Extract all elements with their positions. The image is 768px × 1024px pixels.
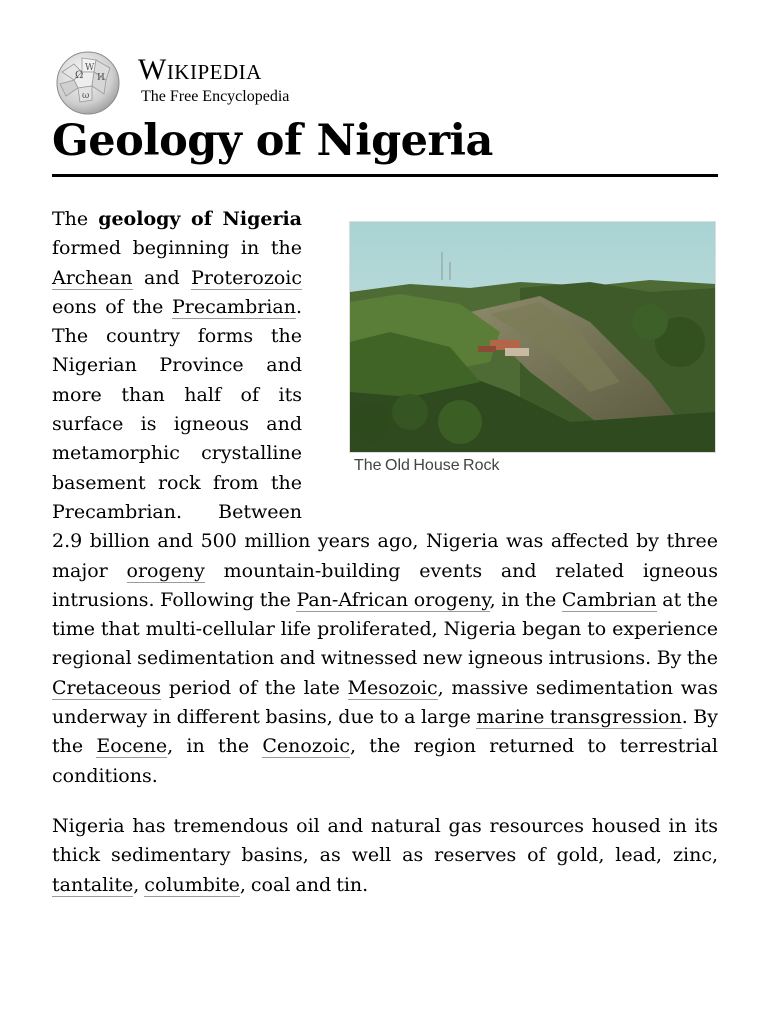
link-cenozoic[interactable]: Cenozoic — [262, 735, 350, 758]
link-cambrian[interactable]: Cambrian — [561, 588, 657, 611]
text-segment: , massive sedimentation was underway in different basins, due to a large — [52, 676, 718, 729]
text-segment: , in the — [489, 588, 562, 611]
svg-text:Ω: Ω — [75, 70, 84, 81]
text-segment: . The country forms the Nigerian Province and more than half of its surface is igneous and metamorphic crystalline basement rock from the Precambrian. Between 2.9 billion and 500 million years ago, Nigeria was affected by three major — [52, 295, 718, 582]
text-segment: formed beginning in the — [52, 237, 302, 260]
link-marine-transgression[interactable]: marine transgression — [476, 706, 682, 729]
text-segment: Nigeria has tremendous oil and natural gas resources housed in its thick sedimentary basins, as well as reserves of gold, lead, zinc, — [52, 814, 718, 867]
text-segment: , coal and tin. — [239, 873, 369, 896]
page-title: Geology of Nigeria — [52, 116, 493, 166]
wikipedia-logo[interactable] — [52, 50, 352, 116]
link-precambrian[interactable]: Precambrian — [171, 295, 296, 318]
article-paragraph-2 — [52, 812, 718, 900]
svg-text:И: И — [97, 73, 105, 83]
text-segment: and — [132, 266, 192, 289]
old-house-rock-photo[interactable] — [349, 221, 716, 453]
wikipedia-tagline: The Free Encyclopedia — [141, 88, 290, 105]
wikipedia-globe-icon — [52, 50, 124, 116]
link-columbite[interactable]: columbite — [144, 873, 240, 896]
link-pan-african-orogeny[interactable]: Pan-African orogeny — [296, 588, 490, 611]
text-segment: eons of the — [52, 295, 172, 318]
wikipedia-wordmark: Wikipedia — [138, 53, 262, 86]
link-cretaceous[interactable]: Cretaceous — [52, 676, 162, 699]
link-mesozoic[interactable]: Mesozoic — [347, 676, 438, 699]
text-segment: , the region returned to terrestrial conditions. — [52, 735, 718, 787]
title-divider — [52, 174, 718, 177]
link-proterozoic[interactable]: Proterozoic — [191, 266, 302, 289]
text-segment: at the time that multi-cellular life proliferated, Nigeria began to experience regional sedimentation and witnessed new igneous intrusions. By the — [52, 588, 718, 670]
text-segment: mountain-building events and related igneous intrusions. Following the — [52, 559, 719, 611]
link-tantalite[interactable]: tantalite — [52, 873, 134, 896]
article-figure — [312, 205, 718, 517]
svg-text:ω: ω — [82, 91, 90, 101]
article-body — [52, 205, 718, 921]
link-eocene[interactable]: Eocene — [96, 735, 168, 758]
text-segment: , in the — [167, 735, 263, 758]
text-segment: The — [52, 208, 99, 230]
text-segment: . By the — [52, 706, 718, 758]
text-segment: period of the late — [161, 676, 348, 699]
link-orogeny[interactable]: orogeny — [126, 559, 205, 582]
article-subject-bold: geology of Nigeria — [98, 208, 302, 230]
svg-text:W: W — [85, 63, 95, 73]
landscape-illustration — [350, 222, 715, 452]
link-archean[interactable]: Archean — [52, 266, 133, 289]
text-segment: , — [133, 873, 145, 896]
figure-caption: The Old House Rock — [354, 457, 500, 474]
